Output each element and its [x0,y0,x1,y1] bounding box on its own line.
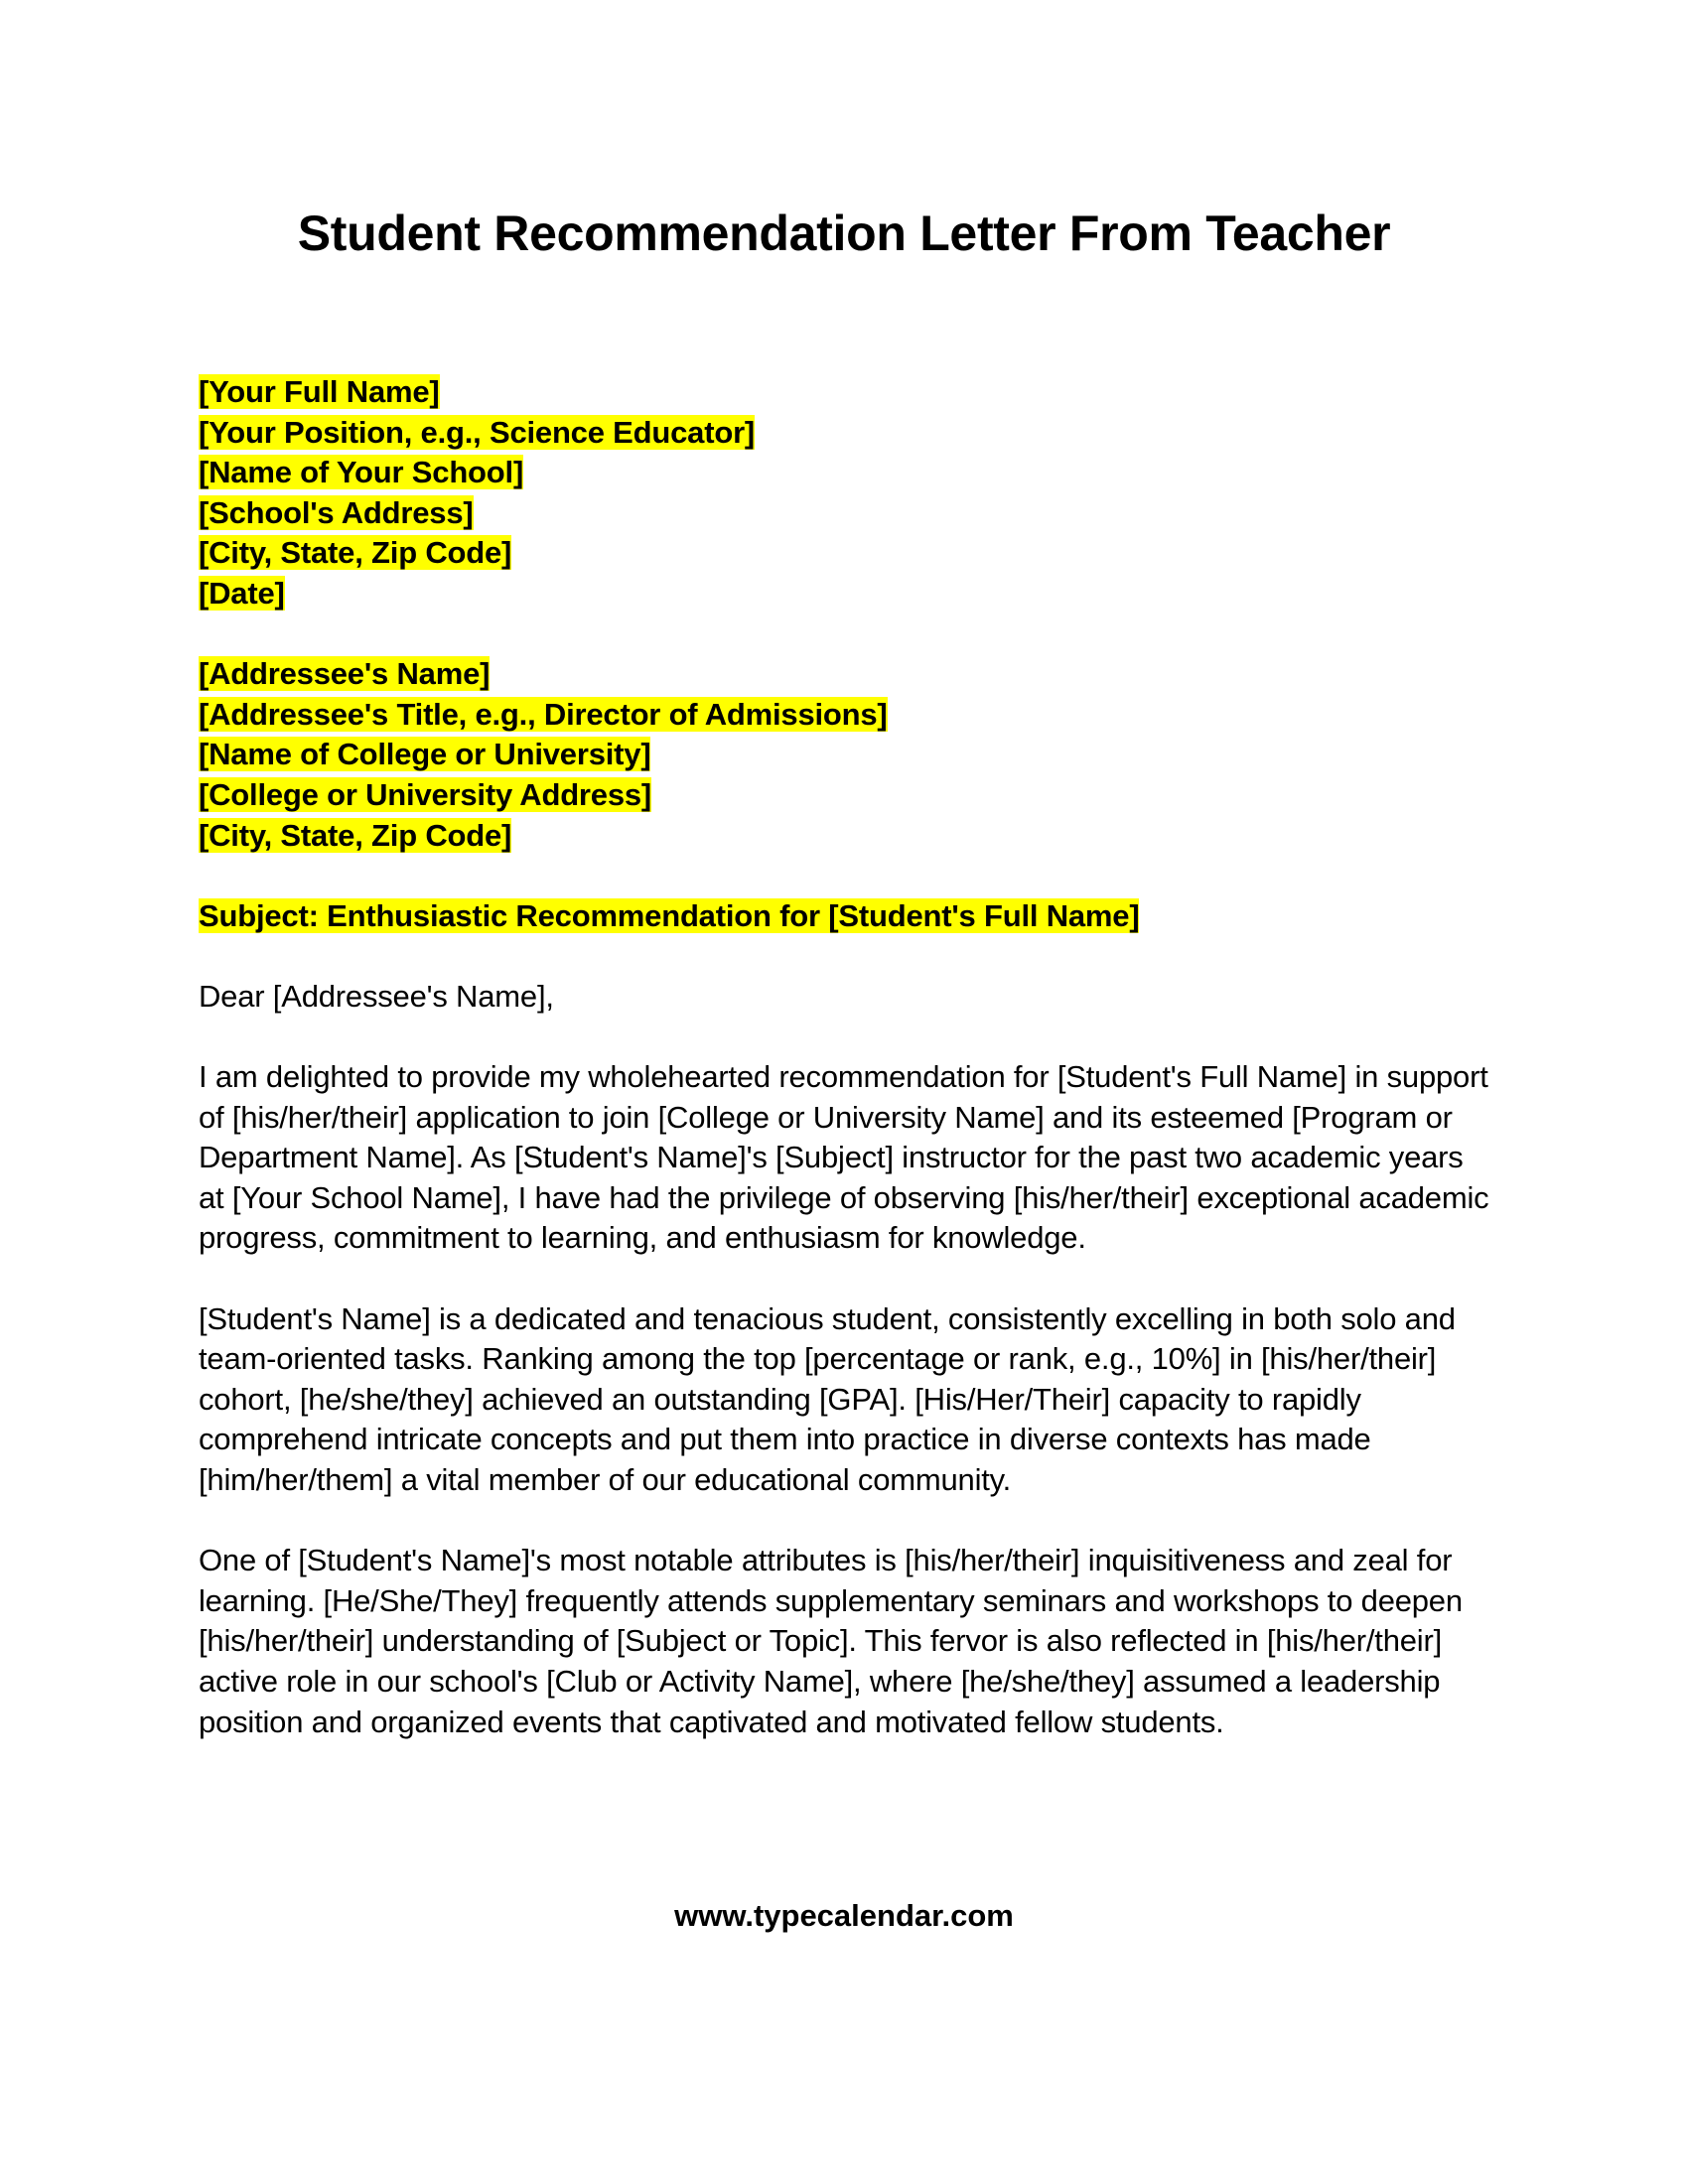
sender-school-address: [School's Address] [199,494,474,530]
spacer [199,936,1489,977]
sender-city-state-zip: [City, State, Zip Code] [199,535,512,571]
footer-website: www.typecalendar.com [674,1898,1014,1933]
body-paragraph-3: One of [Student's Name]'s most notable attributes is [his/her/their] inquisitiveness and zeal for learning. [He/She/They] frequently attends supplementary seminars and workshops to deepen [his/her/their] understanding of [Subject or Topic]. This fervor is also reflected in [his/her/their] active role in our school's [Club or Activity Name], where [he/she/they] assumed a leadership position and organized events that captivated and motivated fellow students. [199,1543,1463,1739]
sender-date: [Date] [199,575,285,611]
spacer [199,1259,1489,1299]
spacer [199,1501,1489,1542]
sender-position: [Your Position, e.g., Science Educator] [199,414,756,450]
body-paragraph-1: I am delighted to provide my wholehearted recommendation for [Student's Full Name] in support of [his/her/their] application to join [College or University Name] and its esteemed [Program or Department Name]. As [Student's Name]'s [Subject] instructor for the past two academic years at [Your School Name], I have had the privilege of observing [his/her/their] exceptional academic progress, commitment to learning, and enthusiasm for knowledge. [199,1059,1489,1256]
sender-school-name: [Name of Your School] [199,455,524,490]
salutation: Dear [Addressee's Name], [199,978,554,1014]
recipient-title: [Addressee's Title, e.g., Director of Admissions] [199,696,888,732]
sender-block [199,372,1489,614]
sender-full-name: [Your Full Name] [199,374,440,409]
recipient-block [199,654,1489,856]
body-paragraph-2: [Student's Name] is a dedicated and tenacious student, consistently excelling in both solo and team-oriented tasks. Ranking among the top [percentage or rank, e.g., 10%] in [his/her/their] cohort, [he/she/they] achieved an outstanding [GPA]. [His/Her/Their] capacity to rapidly comprehend intricate concepts and put them into practice in diverse contexts has made [him/her/them] a vital member of our educational community. [199,1300,1456,1498]
recipient-name: [Addressee's Name] [199,656,491,692]
recipient-institution: [Name of College or University] [199,737,651,772]
subject-line [199,896,1489,937]
spacer [199,614,1489,655]
subject-text: Subject: Enthusiastic Recommendation for [Student's Full Name] [199,897,1140,933]
spacer [199,1018,1489,1058]
letter-body [199,372,1489,1742]
recipient-city-state-zip: [City, State, Zip Code] [199,817,512,853]
recipient-address: [College or University Address] [199,776,652,812]
spacer [199,856,1489,896]
page-title: Student Recommendation Letter From Teacher [297,205,1391,261]
